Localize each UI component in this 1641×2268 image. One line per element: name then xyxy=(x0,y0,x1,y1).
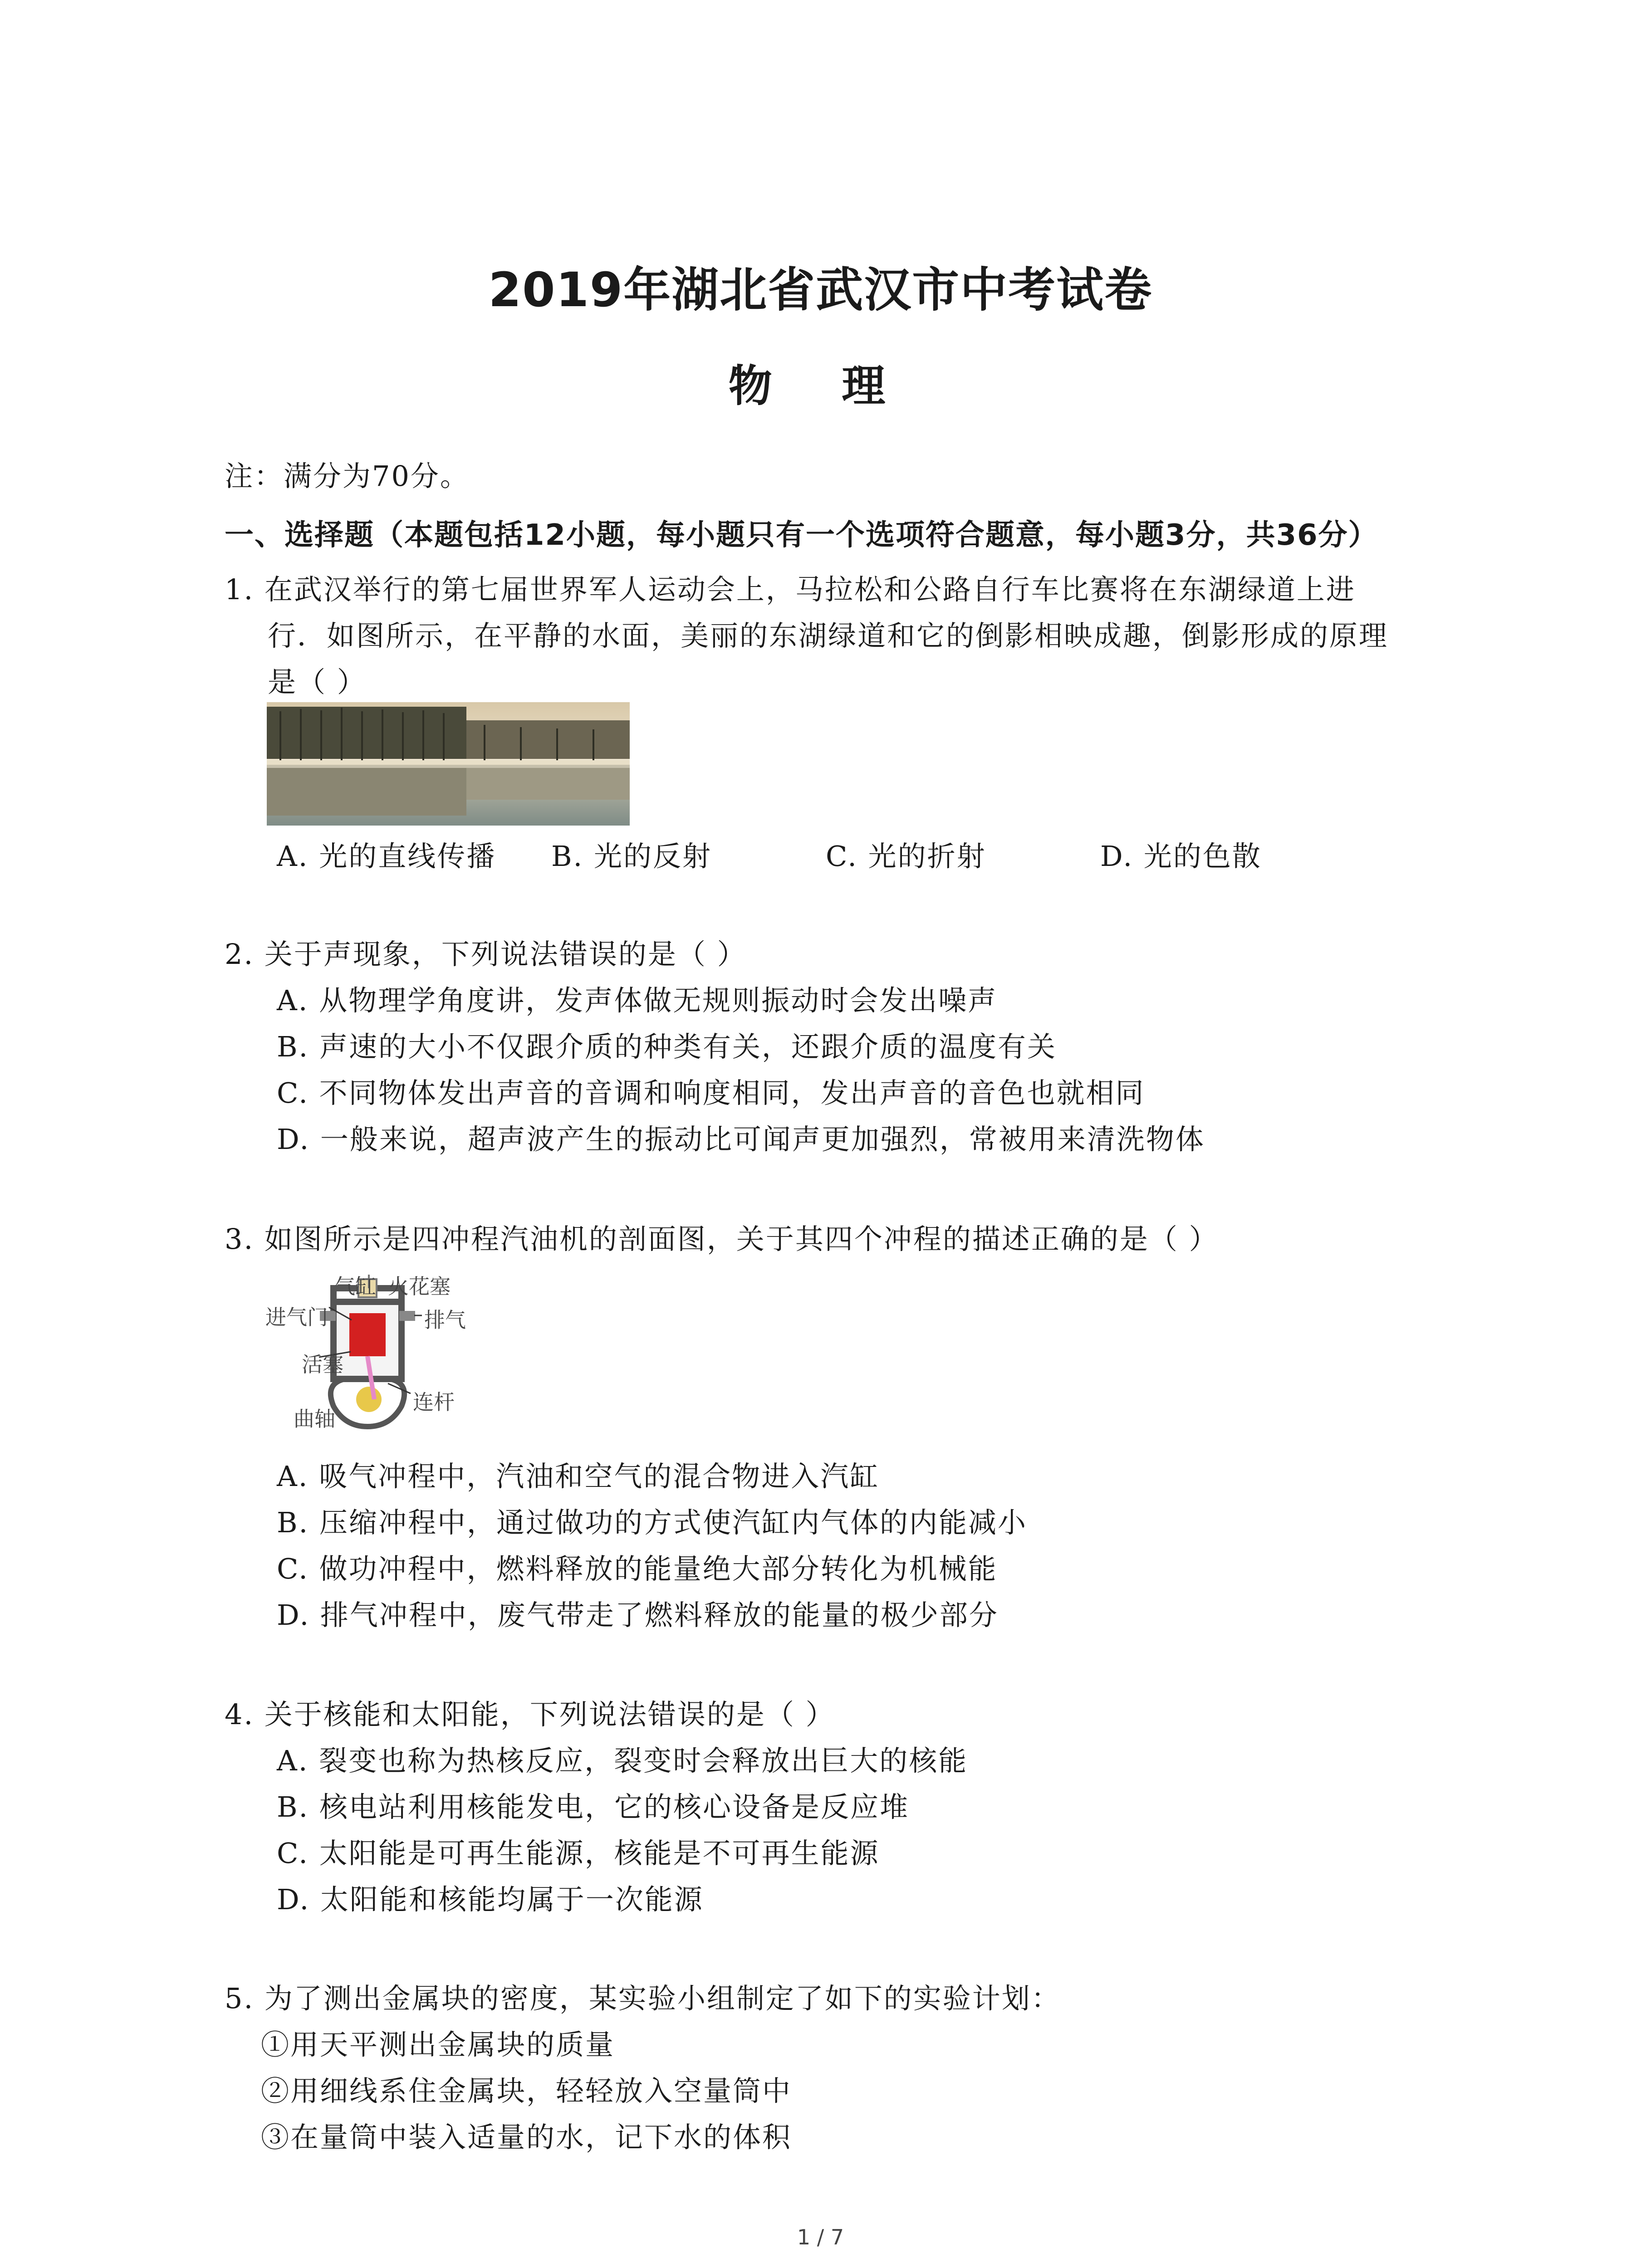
engine-diagram xyxy=(265,1270,501,1433)
q5-stem: 5. 为了测出金属块的密度，某实验小组制定了如下的实验计划： xyxy=(225,1982,1061,2015)
q1-option-d: D. 光的色散 xyxy=(1100,840,1262,873)
page-title: 2019年湖北省武汉市中考试卷 xyxy=(488,262,1153,318)
q2-option-a: A. 从物理学角度讲，发声体做无规则振动时会发出噪声 xyxy=(277,984,998,1017)
q2-option-c: C. 不同物体发出声音的音调和响度相同，发出声音的音色也就相同 xyxy=(277,1076,1145,1110)
q1-option-a: A. 光的直线传播 xyxy=(277,840,496,873)
page-number: 1 / 7 xyxy=(797,2225,844,2249)
subject-title: 物 理 xyxy=(728,361,913,411)
q2-option-d: D. 一般来说，超声波产生的振动比可闻声更加强烈，常被用来清洗物体 xyxy=(277,1123,1205,1156)
q4-stem: 4. 关于核能和太阳能，下列说法错误的是（ ） xyxy=(225,1698,835,1731)
label-intake-valve: 进气门 xyxy=(265,1305,328,1330)
label-crankshaft: 曲轴 xyxy=(294,1407,335,1431)
q5-step-2: ②用细线系住金属块，轻轻放入空量筒中 xyxy=(261,2074,792,2107)
q1-option-b: B. 光的反射 xyxy=(551,840,712,873)
q5-step-1: ①用天平测出金属块的质量 xyxy=(261,2028,615,2061)
label-exhaust: 排气 xyxy=(424,1308,466,1332)
q3-option-c: C. 做功冲程中，燃料释放的能量绝大部分转化为机械能 xyxy=(277,1552,998,1585)
q1-option-c: C. 光的折射 xyxy=(826,840,986,873)
q3-stem: 3. 如图所示是四冲程汽油机的剖面图，关于其四个冲程的描述正确的是（ ） xyxy=(225,1222,1219,1256)
q2-option-b: B. 声速的大小不仅跟介质的种类有关，还跟介质的温度有关 xyxy=(277,1030,1057,1063)
lake-reflection-photo xyxy=(267,702,630,826)
q1-stem-line1: 1. 在武汉举行的第七届世界军人运动会上，马拉松和公路自行车比赛将在东湖绿道上进 xyxy=(225,573,1356,606)
label-cylinder: 气缸 xyxy=(334,1274,376,1299)
q2-stem: 2. 关于声现象，下列说法错误的是（ ） xyxy=(225,938,747,971)
q3-option-d: D. 排气冲程中，废气带走了燃料释放的能量的极少部分 xyxy=(277,1598,999,1632)
q4-option-b: B. 核电站利用核能发电，它的核心设备是反应堆 xyxy=(277,1790,909,1823)
score-note: 注：满分为70分。 xyxy=(225,459,470,493)
label-piston: 活塞 xyxy=(302,1352,343,1377)
q1-stem-line3: 是（ ） xyxy=(268,665,367,699)
q4-option-a: A. 裂变也称为热核反应，裂变时会释放出巨大的核能 xyxy=(277,1744,968,1777)
section-heading: 一、选择题（本题包括12小题，每小题只有一个选项符合题意，每小题3分，共36分） xyxy=(225,518,1378,552)
label-spark-plug: 火花塞 xyxy=(388,1274,451,1299)
q3-option-a: A. 吸气冲程中，汽油和空气的混合物进入汽缸 xyxy=(277,1460,880,1493)
q5-step-3: ③在量筒中装入适量的水，记下水的体积 xyxy=(261,2121,792,2154)
q3-option-b: B. 压缩冲程中，通过做功的方式使汽缸内气体的内能减小 xyxy=(277,1506,1027,1539)
label-connecting-rod: 连杆 xyxy=(413,1390,455,1414)
q4-option-d: D. 太阳能和核能均属于一次能源 xyxy=(277,1883,704,1916)
q4-option-c: C. 太阳能是可再生能源，核能是不可再生能源 xyxy=(277,1837,880,1870)
q1-stem-line2: 行．如图所示，在平静的水面，美丽的东湖绿道和它的倒影相映成趣，倒影形成的原理 xyxy=(268,619,1389,652)
